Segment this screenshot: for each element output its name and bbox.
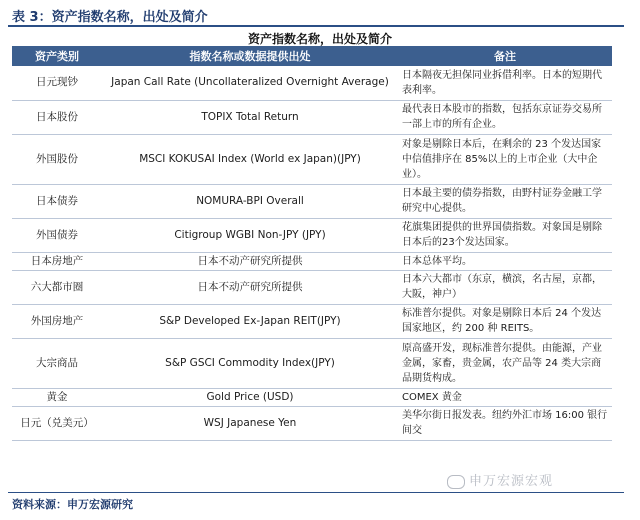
wechat-logo-icon xyxy=(447,475,465,489)
table-row xyxy=(12,184,612,218)
index-name-cell: Citigroup WGBI Non-JPY (JPY) xyxy=(102,218,398,252)
header-index-source: 指数名称或数据提供出处 xyxy=(102,46,398,66)
watermark-text: 申万宏源宏观 xyxy=(469,474,554,489)
note-cell: 最代表日本股市的指数，包括东京证券交易所一部上市的所有企业。 xyxy=(398,100,612,134)
asset-class-cell: 黄金 xyxy=(12,388,102,406)
index-name-cell: S&P Developed Ex-Japan REIT(JPY) xyxy=(102,304,398,338)
index-name-cell: WSJ Japanese Yen xyxy=(102,406,398,440)
footer-divider xyxy=(8,492,624,493)
index-name-cell: NOMURA-BPI Overall xyxy=(102,184,398,218)
table-row xyxy=(12,100,612,134)
caption-divider xyxy=(8,25,624,27)
table-header-row xyxy=(12,46,612,66)
watermark xyxy=(447,470,553,489)
asset-class-cell: 日元（兑美元） xyxy=(12,406,102,440)
table-row xyxy=(12,388,612,406)
table-title: 资产指数名称，出处及简介 xyxy=(247,32,392,46)
table-row xyxy=(12,218,612,252)
note-cell: COMEX 黄金 xyxy=(398,388,612,406)
note-cell: 对象是剔除日本后，在剩余的 23 个发达国家中信值排序在 85%以上的上市企业（大中企业）。 xyxy=(398,134,612,184)
table-row xyxy=(12,252,612,270)
index-name-cell: Japan Call Rate (Uncollateralized Overnight Average) xyxy=(102,66,398,100)
asset-class-cell: 外国股份 xyxy=(12,134,102,184)
header-notes: 备注 xyxy=(398,46,612,66)
note-cell: 标准普尔提供。对象是剔除日本后 24 个发达国家地区，约 200 种 REITS。 xyxy=(398,304,612,338)
asset-class-cell: 日元现钞 xyxy=(12,66,102,100)
index-name-cell: Gold Price (USD) xyxy=(102,388,398,406)
note-cell: 美华尔街日报发表。纽约外汇市场 16:00 银行间交 xyxy=(398,406,612,440)
asset-class-cell: 日本房地产 xyxy=(12,252,102,270)
table-row xyxy=(12,338,612,388)
source-note: 资料来源：申万宏源研究 xyxy=(12,498,133,511)
table-caption: 表 3：资产指数名称，出处及简介 xyxy=(12,10,208,25)
note-cell: 日本最主要的债券指数，由野村证券金融工学研究中心提供。 xyxy=(398,184,612,218)
index-name-cell: TOPIX Total Return xyxy=(102,100,398,134)
table-row xyxy=(12,66,612,100)
note-cell: 日本隔夜无担保同业拆借利率。日本的短期代表利率。 xyxy=(398,66,612,100)
note-cell: 原高盛开发，现标准普尔提供。由能源，产业金属，家畜，贵金属，农产品等 24 类大宗商品期货构成。 xyxy=(398,338,612,388)
note-cell: 日本六大都市（东京，横滨，名古屋，京都，大阪，神户） xyxy=(398,270,612,304)
note-cell: 日本总体平均。 xyxy=(398,252,612,270)
table-row xyxy=(12,304,612,338)
index-name-cell: 日本不动产研究所提供 xyxy=(102,270,398,304)
header-asset-class: 资产类别 xyxy=(12,46,102,66)
asset-index-table xyxy=(12,46,612,441)
asset-class-cell: 外国债券 xyxy=(12,218,102,252)
table-row xyxy=(12,134,612,184)
index-name-cell: MSCI KOKUSAI Index (World ex Japan)(JPY) xyxy=(102,134,398,184)
asset-class-cell: 日本债券 xyxy=(12,184,102,218)
asset-class-cell: 日本股份 xyxy=(12,100,102,134)
index-name-cell: S&P GSCI Commodity Index(JPY) xyxy=(102,338,398,388)
asset-class-cell: 大宗商品 xyxy=(12,338,102,388)
table-row xyxy=(12,270,612,304)
table-row xyxy=(12,406,612,440)
note-cell: 花旗集团提供的世界国债指数。对象国是剔除日本后的23个发达国家。 xyxy=(398,218,612,252)
asset-class-cell: 六大都市圈 xyxy=(12,270,102,304)
asset-class-cell: 外国房地产 xyxy=(12,304,102,338)
index-name-cell: 日本不动产研究所提供 xyxy=(102,252,398,270)
